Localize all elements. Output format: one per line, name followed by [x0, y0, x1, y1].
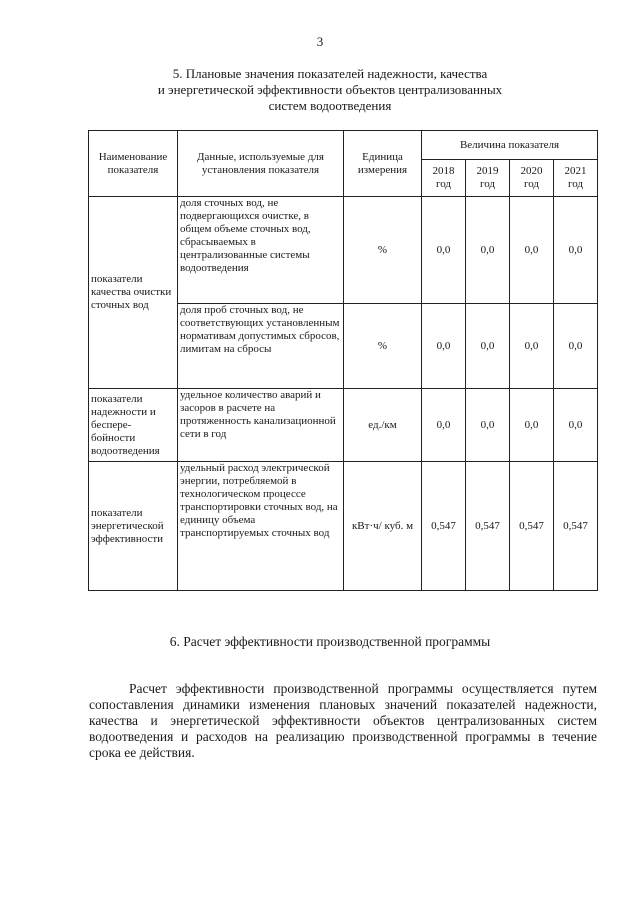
value-cell: 0,0	[554, 389, 598, 462]
header-year	[554, 160, 598, 197]
header-year	[422, 160, 466, 197]
table-row	[89, 389, 598, 462]
section-5-title-line: систем водоотведения	[268, 98, 392, 113]
unit-cell: %	[344, 304, 422, 389]
value-cell: 0,547	[554, 462, 598, 591]
section-6-paragraph-text: Расчет эффективности производственной программы осуществляется путем сопоставления динамики изменения плановых значений показателей надежности, качества и энергетической эффективности объектов централизованных систем водоотведения и расходов на реализацию производственной программы в течение срока ее действия.	[89, 680, 597, 760]
source-data-cell: доля проб сточных вод, не соответствующих установленным нормативам допустимых сбросов, лимитам на сбросы	[178, 304, 344, 389]
source-data-cell: доля сточных вод, не подвергающихся очистке, в общем объеме сточных вод, сбрасываемых в централизованные системы водоотведения	[178, 197, 344, 304]
section-5-title-line: и энергетической эффективности объектов централизованных	[157, 82, 503, 97]
value-cell: 0,0	[466, 304, 510, 389]
value-cell: 0,0	[510, 389, 554, 462]
header-year	[510, 160, 554, 197]
year-label: 2020	[520, 165, 543, 177]
year-suffix: год	[435, 178, 452, 190]
year-suffix: год	[479, 178, 496, 190]
value-cell: 0,0	[554, 304, 598, 389]
indicator-group-name: показатели качества очистки сточных вод	[89, 197, 178, 389]
value-cell: 0,547	[510, 462, 554, 591]
indicator-group-name: показатели энергетической эффективности	[89, 462, 178, 591]
section-5-title	[110, 66, 550, 114]
value-cell: 0,0	[510, 304, 554, 389]
value-cell: 0,0	[466, 197, 510, 304]
table-row	[89, 462, 598, 591]
source-data-cell: удельный расход электрической энергии, потребляемой в технологическом процессе транспортировки сточных вод, на единицу объема транспортируемых сточных вод	[178, 462, 344, 591]
value-cell: 0,0	[554, 197, 598, 304]
indicator-group-name: показатели надежности и беспере-бойности водоотведения	[89, 389, 178, 462]
section-6-title: 6. Расчет эффективности производственной программы	[169, 634, 491, 649]
header-indicator-value: Величина показателя	[422, 131, 598, 160]
value-cell: 0,0	[466, 389, 510, 462]
year-label: 2019	[476, 165, 499, 177]
page-number: 3	[316, 34, 324, 49]
value-cell: 0,547	[466, 462, 510, 591]
table-row	[89, 197, 598, 304]
unit-cell: кВт·ч/ куб. м	[344, 462, 422, 591]
value-cell: 0,547	[422, 462, 466, 591]
unit-cell: %	[344, 197, 422, 304]
table-header-row	[89, 131, 598, 160]
year-label: 2018	[432, 165, 455, 177]
source-data-cell: удельное количество аварий и засоров в расчете на протяженность канализационной сети в год	[178, 389, 344, 462]
header-year	[466, 160, 510, 197]
value-cell: 0,0	[422, 304, 466, 389]
header-unit: Единица измерения	[344, 131, 422, 197]
header-indicator-name: Наименование показателя	[89, 131, 178, 197]
section-6-paragraph	[89, 681, 597, 761]
header-source-data: Данные, используемые для установления показателя	[178, 131, 344, 197]
year-suffix: год	[568, 178, 584, 190]
value-cell: 0,0	[422, 389, 466, 462]
value-cell: 0,0	[422, 197, 466, 304]
unit-cell: ед./км	[344, 389, 422, 462]
section-5-title-line: 5. Плановые значения показателей надежности, качества	[172, 66, 488, 81]
value-cell: 0,0	[510, 197, 554, 304]
indicators-table	[88, 130, 598, 591]
year-label: 2021	[564, 165, 587, 177]
year-suffix: год	[523, 178, 540, 190]
